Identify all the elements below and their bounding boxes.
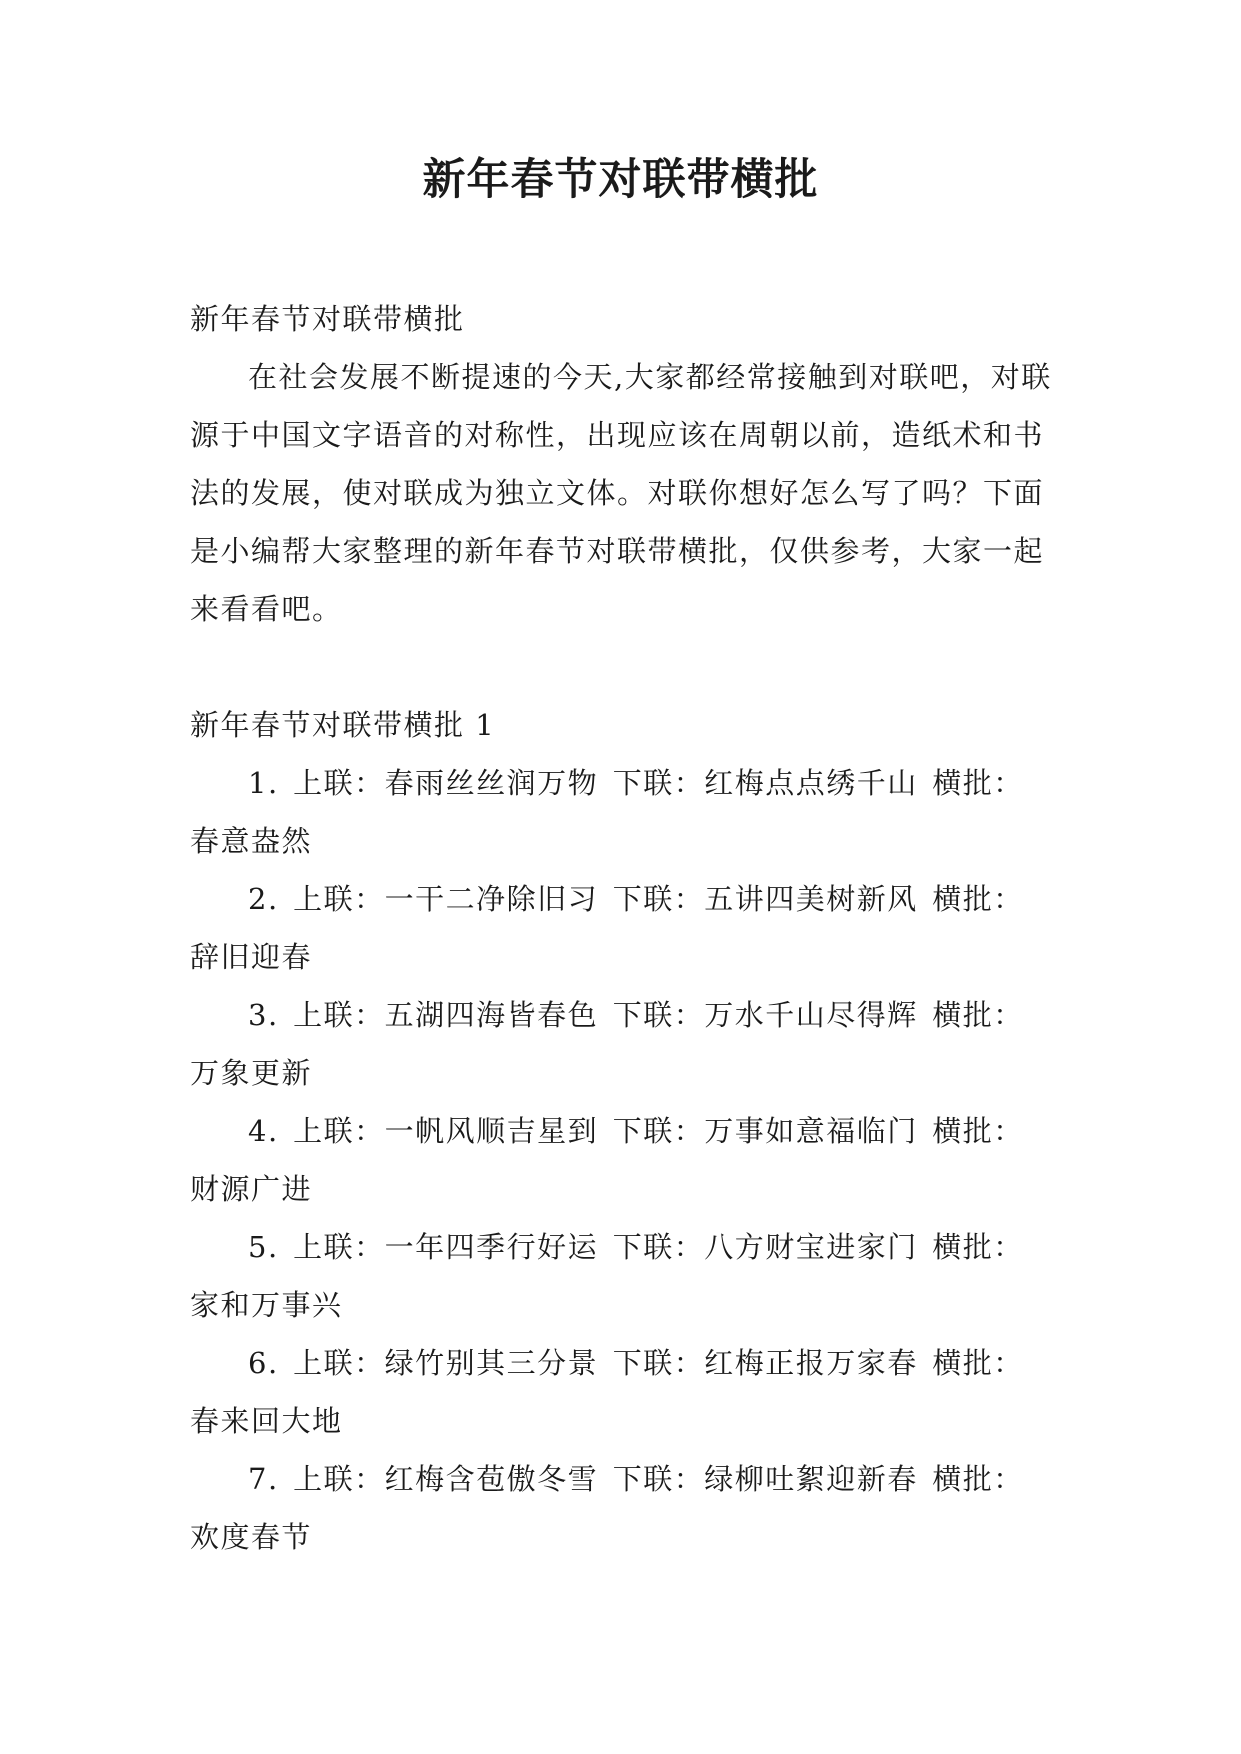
couplet-number: 7. (248, 1462, 279, 1496)
couplet-number: 4. (248, 1114, 279, 1148)
section-heading: 新年春节对联带横批 1 (190, 708, 496, 742)
couplet-item (190, 1334, 1052, 1450)
couplet-lower: 下联：红梅正报万家春 (612, 1346, 918, 1380)
intro-paragraph: 在社会发展不断提速的今天,大家都经常接触到对联吧，对联源于中国文字语音的对称性，出现应该在周朝以前，造纸术和书法的发展，使对联成为独立文体。对联你想好怎么写了吗？下面是小编帮大家整理的新年春节对联带横批，仅供参考，大家一起来看看吧。 (190, 360, 1052, 626)
couplet-banner: 横批：家和万事兴 (190, 1230, 1024, 1322)
couplet-lower: 下联：万事如意福临门 (612, 1114, 918, 1148)
couplet-number: 3. (248, 998, 279, 1032)
couplet-item (190, 1218, 1052, 1334)
couplet-item (190, 1450, 1052, 1566)
couplet-upper: 上联：一年四季行好运 (293, 1230, 599, 1264)
couplet-item (190, 1102, 1052, 1218)
couplet-list (190, 754, 1052, 1566)
document-title: 新年春节对联带横批 (422, 155, 819, 205)
couplet-upper: 上联：春雨丝丝润万物 (293, 766, 599, 800)
paragraph-spacer (190, 638, 1052, 696)
couplet-banner: 横批：欢度春节 (190, 1462, 1024, 1554)
couplet-item (190, 754, 1052, 870)
couplet-upper: 上联：红梅含苞傲冬雪 (293, 1462, 599, 1496)
couplet-number: 5. (248, 1230, 279, 1264)
couplet-lower: 下联：红梅点点绣千山 (612, 766, 918, 800)
couplet-upper: 上联：一干二净除旧习 (293, 882, 599, 916)
couplet-number: 2. (248, 882, 279, 916)
couplet-lower: 下联：八方财宝进家门 (612, 1230, 918, 1264)
couplet-lower: 下联：万水千山尽得辉 (612, 998, 918, 1032)
couplet-upper: 上联：绿竹别其三分景 (293, 1346, 599, 1380)
couplet-number: 1. (248, 766, 279, 800)
couplet-lower: 下联：五讲四美树新风 (612, 882, 918, 916)
couplet-item (190, 986, 1052, 1102)
couplet-lower: 下联：绿柳吐絮迎新春 (612, 1462, 918, 1496)
couplet-banner: 横批：春意盎然 (190, 766, 1024, 858)
document-body (190, 290, 1052, 1566)
couplet-upper: 上联：一帆风顺吉星到 (293, 1114, 599, 1148)
couplet-banner: 横批：春来回大地 (190, 1346, 1024, 1438)
couplet-upper: 上联：五湖四海皆春色 (293, 998, 599, 1032)
couplet-item (190, 870, 1052, 986)
couplet-banner: 横批：万象更新 (190, 998, 1024, 1090)
couplet-banner: 横批：财源广进 (190, 1114, 1024, 1206)
subtitle: 新年春节对联带横批 (190, 302, 465, 336)
couplet-number: 6. (248, 1346, 279, 1380)
couplet-banner: 横批：辞旧迎春 (190, 882, 1024, 974)
